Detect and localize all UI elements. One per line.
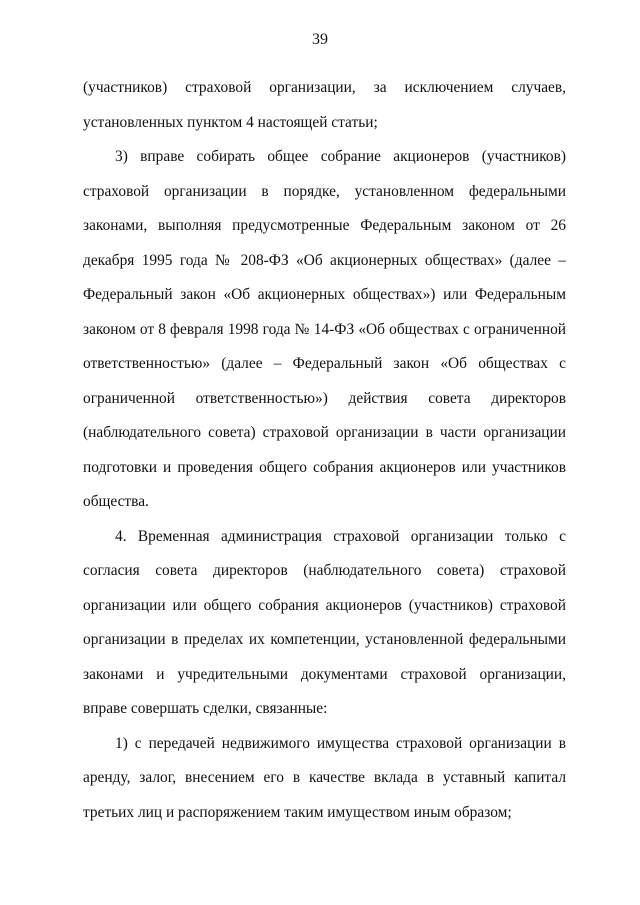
paragraph-section-4: 4. Временная администрация страховой организации только с согласия совета директоров (наблюдательного совета) страховой организации или общего собрания акционеров (участников) страховой организации в пределах их компетенции, установленной федеральными законами и учредительными документами страховой организации, вправе совершать сделки, связанные: — [83, 527, 566, 717]
document-body — [83, 71, 566, 830]
page-number: 39 — [312, 31, 328, 48]
paragraph-item-1: 1) с передачей недвижимого имущества страховой организации в аренду, залог, внесением его в качестве вклада в уставный капитал третьих лиц и распоряжением таким имуществом иным образом; — [83, 734, 566, 821]
paragraph-continuation: (участников) страховой организации, за исключением случаев, установленных пунктом 4 настоящей статьи; — [83, 79, 566, 131]
paragraph-item-3: 3) вправе собирать общее собрание акционеров (участников) страховой организации в порядке, установленном федеральными законами, выполняя предусмотренные Федеральным законом от 26 декабря 1995 года № 208-ФЗ «Об акционерных обществах» (далее – Федеральный закон «Об акционерных обществах») или Федеральным законом от 8 февраля 1998 года № 14-ФЗ «Об обществах с ограниченной ответственностью» (далее – Федеральный закон «Об обществах с ограниченной ответственностью») действия совета директоров (наблюдательного совета) страховой организации в части организации подготовки и проведения общего собрания акционеров или участников общества. — [83, 148, 566, 510]
